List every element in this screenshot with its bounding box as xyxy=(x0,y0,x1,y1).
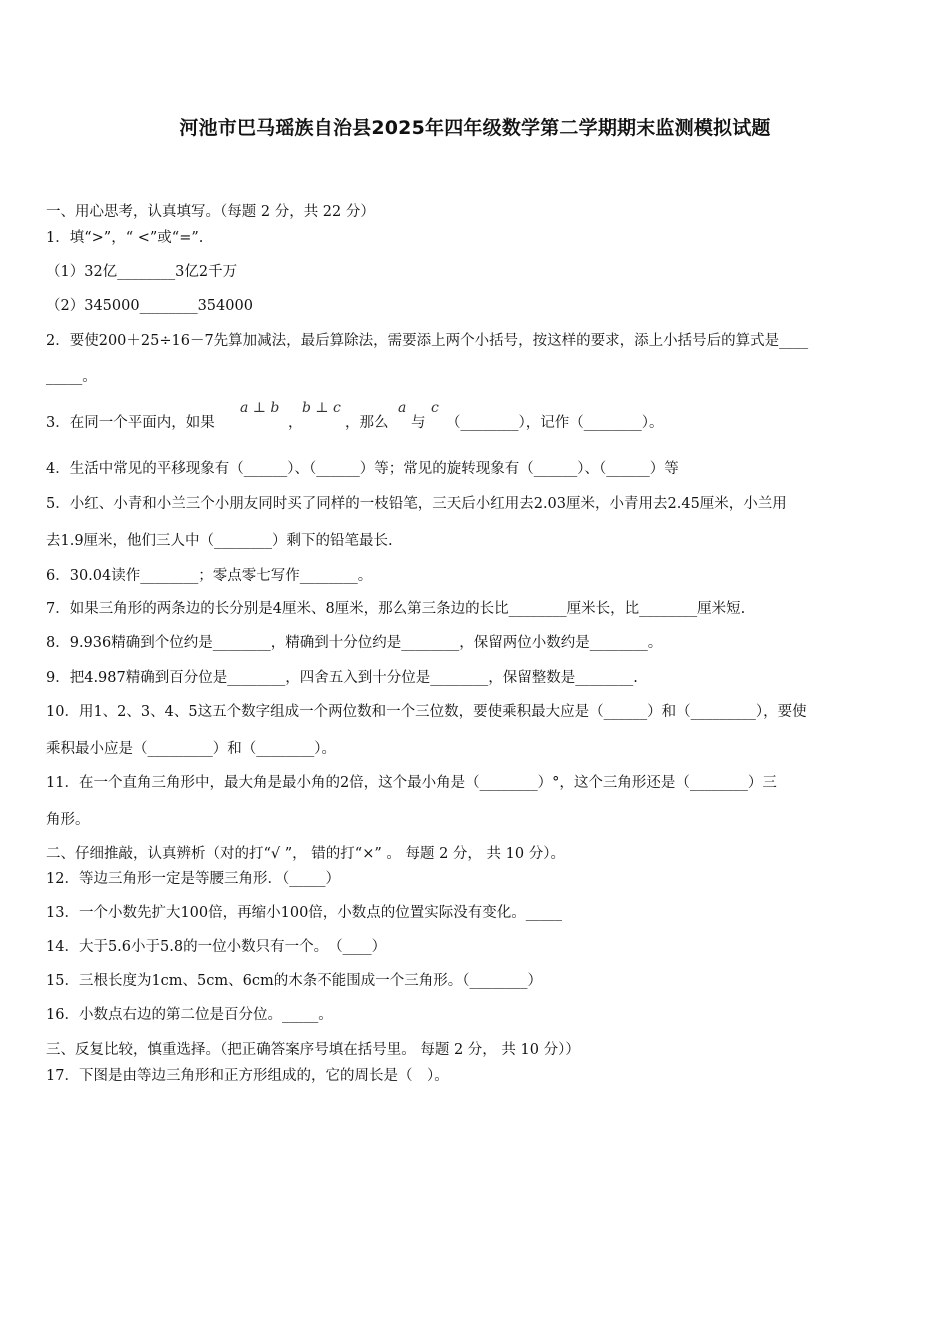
question-3-suffix: （________），记作（________）。 xyxy=(446,415,664,431)
math-b-perp-c: b ⊥ c xyxy=(302,400,341,416)
page-title: 河池市巴马瑶族自治县2025年四年级数学第二学期期末监测模拟试题 xyxy=(179,117,771,139)
question-2-line-2: _____。 xyxy=(46,369,97,385)
question-1-part-1: （1）32亿________3亿2千万 xyxy=(46,264,238,280)
question-2-line-1: 2．要使200＋25÷16－7先算加减法，最后算除法，需要添上两个小括号，按这样的要求，添上小括号后的算式是____ xyxy=(46,333,809,349)
question-7: 7．如果三角形的两条边的长分别是4厘米、8厘米，那么第三条边的长比________厘米长，比________厘米短. xyxy=(46,601,746,617)
question-4: 4．生活中常见的平移现象有（______）、（______）等；常见的旋转现象有（______）、（______）等 xyxy=(46,461,679,477)
math-a: a xyxy=(398,400,407,416)
question-10-line-1: 10．用1、2、3、4、5这五个数字组成一个两位数和一个三位数，要使乘积最大应是（______）和（_________），要使 xyxy=(46,704,807,720)
question-1-part-2: （2）345000________354000 xyxy=(46,298,253,314)
question-9: 9．把4.987精确到百分位是________，四舍五入到十分位是________，保留整数是________. xyxy=(46,670,638,686)
math-a-perp-b: a ⊥ b xyxy=(240,400,280,416)
question-17: 17．下图是由等边三角形和正方形组成的，它的周长是（ ）。 xyxy=(46,1068,449,1084)
question-1: 1．填“>”，“ <”或“=”. xyxy=(46,230,204,246)
question-3-and: 与 xyxy=(411,415,426,431)
math-c: c xyxy=(431,400,439,416)
question-14: 14．大于5.6小于5.8的一位小数只有一个。 （____） xyxy=(46,939,387,955)
section-3-heading: 三、反复比较，慎重选择。（把正确答案序号填在括号里。 每题 2 分， 共 10 分）） xyxy=(46,1042,580,1058)
question-5-line-1: 5．小红、小青和小兰三个小朋友同时买了同样的一枝铅笔，三天后小红用去2.03厘米，小青用去2.45厘米，小兰用 xyxy=(46,496,787,512)
question-3-prefix: 3．在同一个平面内，如果 xyxy=(46,415,215,431)
question-10-line-2: 乘积最小应是（_________）和（________）。 xyxy=(46,741,336,757)
question-3-then: ，那么 xyxy=(345,415,389,431)
section-2-heading: 二、仔细推敲，认真辨析（对的打“√ ”， 错的打“×” 。 每题 2 分， 共 10 分）。 xyxy=(46,846,565,862)
question-6: 6．30.04读作________；零点零七写作________。 xyxy=(46,568,373,584)
question-12: 12．等边三角形一定是等腰三角形．（_____） xyxy=(46,871,340,887)
question-15: 15．三根长度为1cm、5cm、6cm的木条不能围成一个三角形。（________） xyxy=(46,973,542,989)
question-11-line-2: 角形。 xyxy=(46,812,90,828)
question-13: 13．一个小数先扩大100倍，再缩小100倍，小数点的位置实际没有变化。_____ xyxy=(46,905,563,921)
question-3-comma: ， xyxy=(288,415,303,431)
section-1-heading: 一、用心思考，认真填写。（每题 2 分，共 22 分） xyxy=(46,204,375,220)
question-5-line-2: 去1.9厘米，他们三人中（________）剩下的铅笔最长. xyxy=(46,533,393,549)
question-8: 8．9.936精确到个位约是________，精确到十分位约是________，保留两位小数约是________。 xyxy=(46,635,663,651)
question-11-line-1: 11．在一个直角三角形中，最大角是最小角的2倍，这个最小角是（________）°，这个三角形还是（________）三 xyxy=(46,775,777,791)
question-16: 16．小数点右边的第二位是百分位。_____。 xyxy=(46,1007,333,1023)
